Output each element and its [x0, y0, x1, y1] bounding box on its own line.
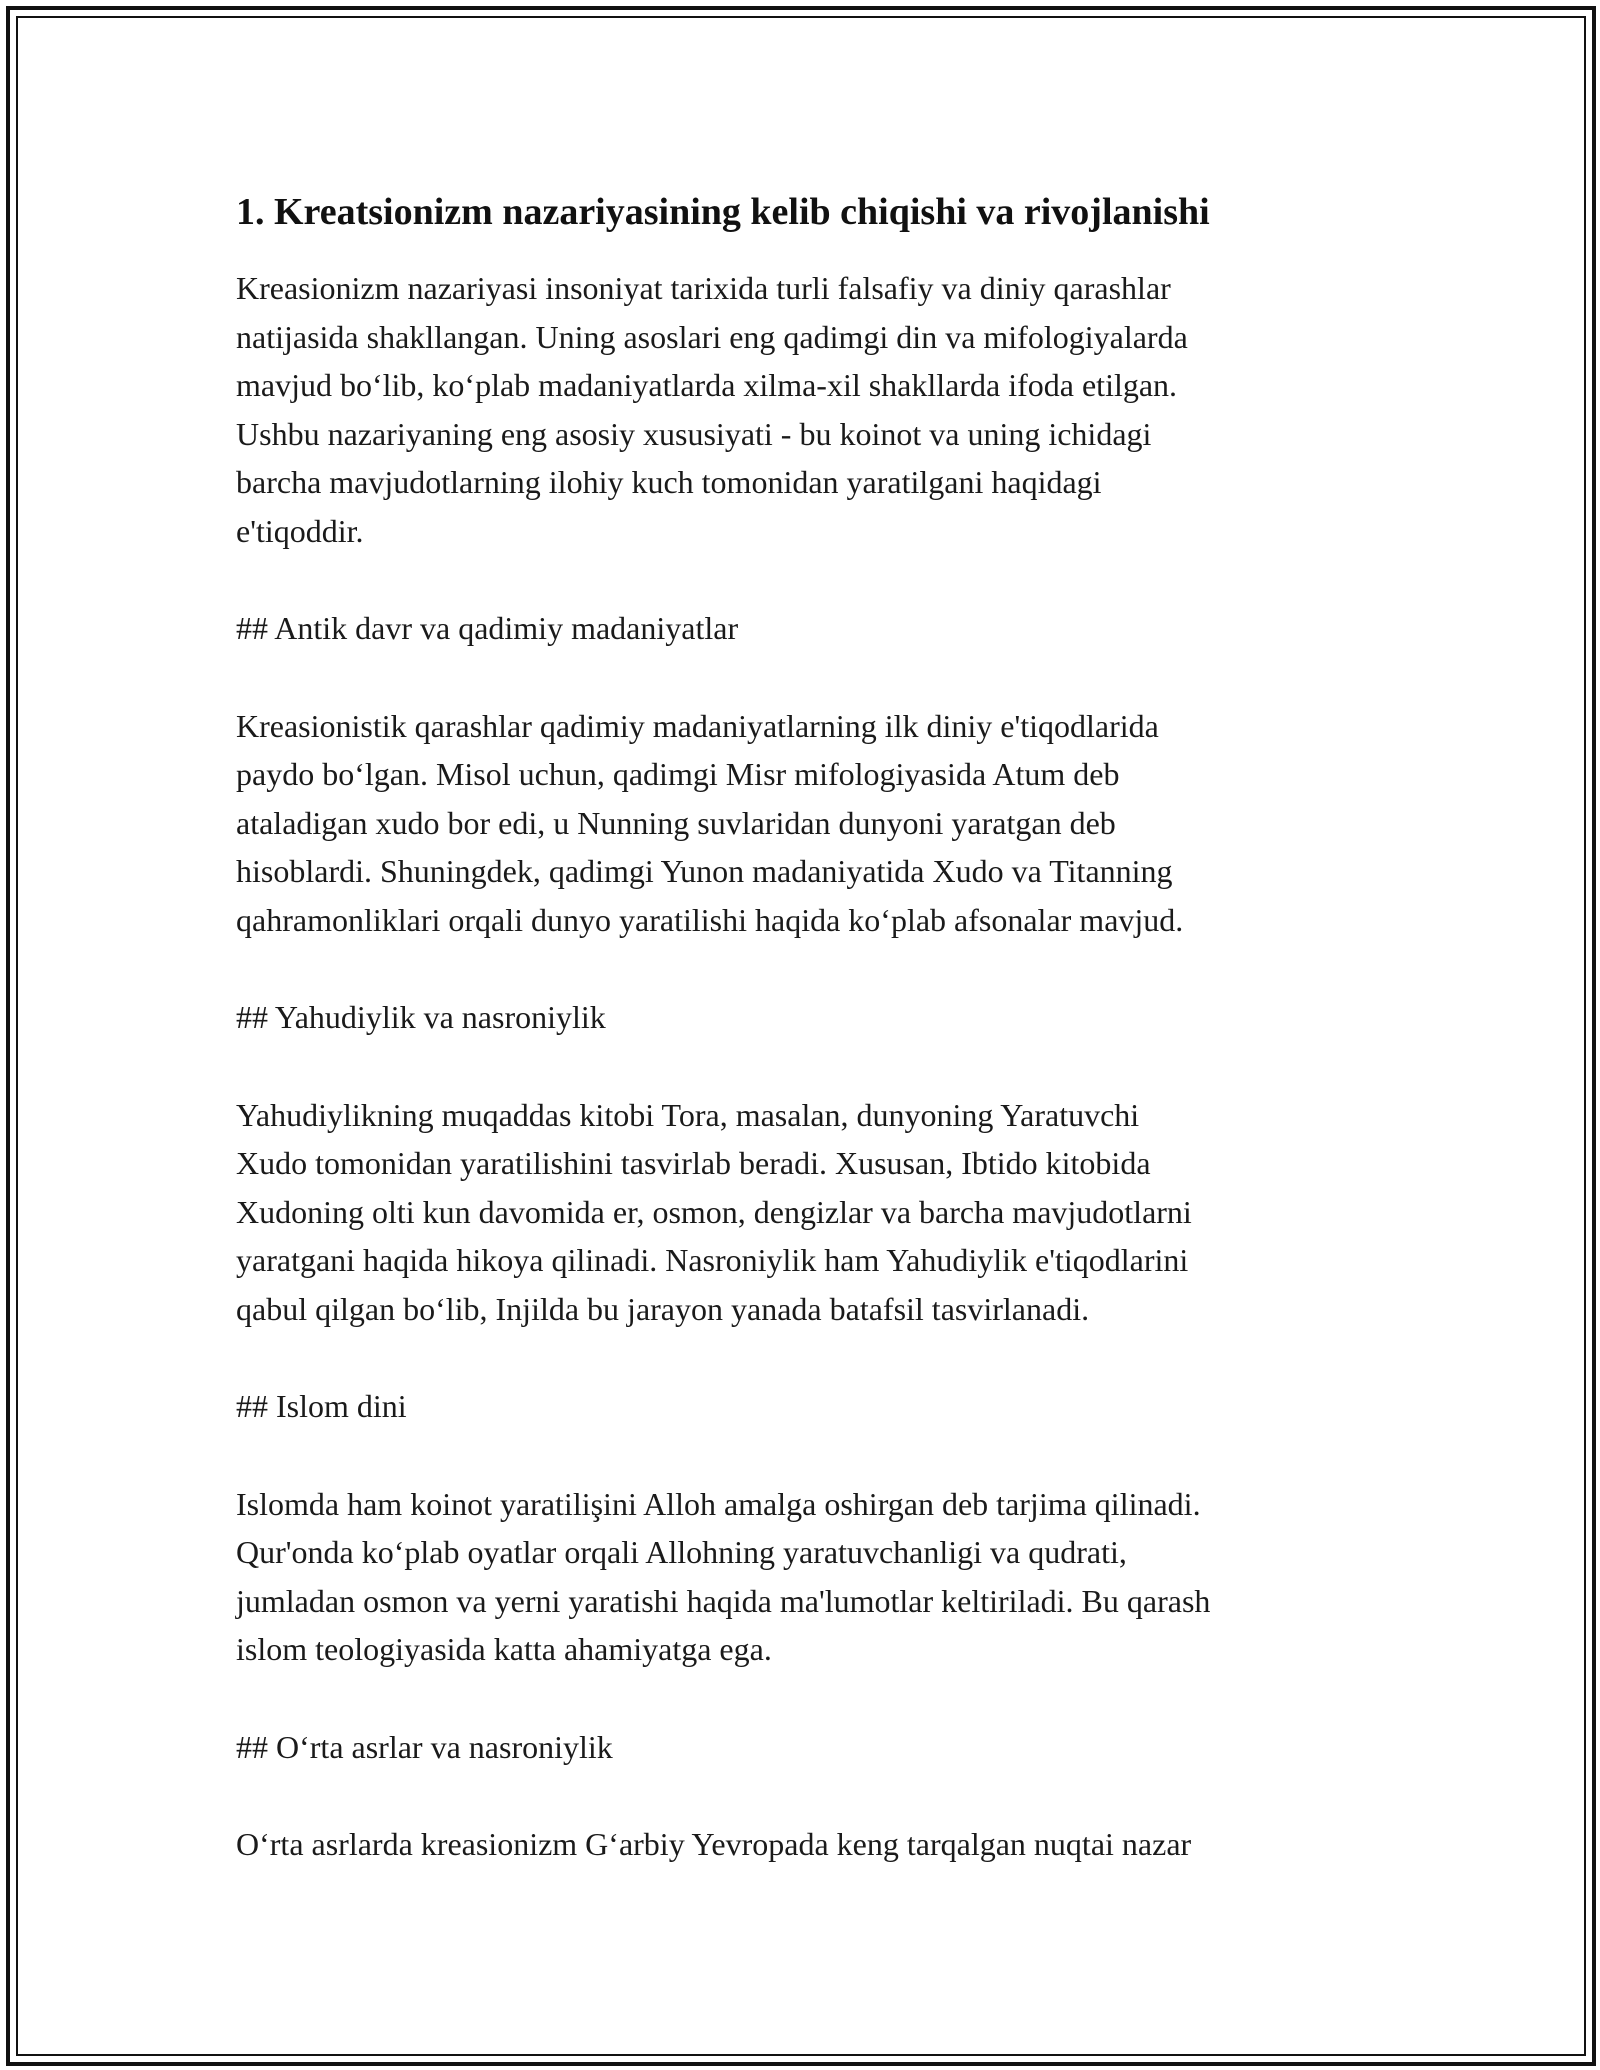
paragraph-line: qahramonliklari orqali dunyo yaratilishi haqida ko‘plab afsonalar mavjud.: [236, 901, 1184, 938]
paragraph-line: mavjud bo‘lib, ko‘plab madaniyatlarda xilma-xil shakllarda ifoda etilgan.: [236, 367, 1178, 403]
document-blocks: [236, 264, 1366, 1869]
paragraph-line: Xudoning olti kun davomida er, osmon, dengizlar va barcha mavjudotlarni: [236, 1193, 1192, 1230]
paragraph-line: e'tiqoddir.: [236, 512, 364, 549]
paragraph-line: Ushbu nazariyaning eng asosiy xususiyati - bu koinot va uning ichidagi: [236, 415, 1152, 452]
section-heading: ## O‘rta asrlar va nasroniylik: [236, 1728, 613, 1765]
paragraph-line: Kreasionistik qarashlar qadimiy madaniyatlarning ilk diniy e'tiqodlarida: [236, 707, 1159, 744]
paragraph-line: Xudo tomonidan yaratilishini tasvirlab beradi. Xususan, Ibtido kitobida: [236, 1145, 1151, 1181]
document-body: [236, 184, 1366, 1869]
section-heading: ## Islom dini: [236, 1388, 407, 1424]
paragraph-line: Islomda ham koinot yaratilişini Alloh amalga oshirgan deb tarjima qilinadi.: [236, 1485, 1201, 1522]
paragraph-line: Kreasionizm nazariyasi insoniyat tarixida turli falsafiy va diniy qarashlar: [236, 270, 1171, 306]
paragraph-line: barcha mavjudotlarning ilohiy kuch tomonidan yaratilgani haqidagi: [236, 464, 1102, 500]
paragraph-line: Yahudiylikning muqaddas kitobi Tora, masalan, dunyoning Yaratuvchi: [236, 1096, 1140, 1133]
paragraph-line: O‘rta asrlarda kreasionizm G‘arbiy Yevropada keng tarqalgan nuqtai nazar: [236, 1826, 1192, 1862]
document-title: 1. Kreatsionizm nazariyasining kelib chiqishi va rivojlanishi: [236, 191, 1210, 233]
paragraph-line: islom teologiyasida katta ahamiyatga ega.: [236, 1631, 772, 1667]
paragraph-line: qabul qilgan bo‘lib, Injilda bu jarayon yanada batafsil tasvirlanadi.: [236, 1290, 1090, 1327]
body-paragraph: [236, 1820, 1366, 1869]
paragraph-line: paydo bo‘lgan. Misol uchun, qadimgi Misr mifologiyasida Atum deb: [236, 756, 1120, 792]
paragraph-line: natijasida shakllangan. Uning asoslari eng qadimgi din va mifologiyalarda: [236, 318, 1188, 355]
body-paragraph: [236, 1480, 1366, 1674]
paragraph-line: ataladigan xudo bor edi, u Nunning suvlaridan dunyoni yaratgan deb: [236, 804, 1116, 841]
body-paragraph: [236, 264, 1366, 555]
paragraph-line: Qur'onda ko‘plab oyatlar orqali Allohning yaratuvchanligi va qudrati,: [236, 1534, 1127, 1570]
paragraph-line: hisoblardi. Shuningdek, qadimgi Yunon madaniyatida Xudo va Titanning: [236, 853, 1173, 889]
paragraph-line: yaratgani haqida hikoya qilinadi. Nasroniylik ham Yahudiylik e'tiqodlarini: [236, 1242, 1189, 1278]
body-paragraph: [236, 1091, 1366, 1334]
section-heading: ## Antik davr va qadimiy madaniyatlar: [236, 610, 739, 646]
section-heading: ## Yahudiylik va nasroniylik: [236, 999, 606, 1035]
paragraph-line: jumladan osmon va yerni yaratishi haqida ma'lumotlar keltiriladi. Bu qarash: [236, 1582, 1211, 1619]
body-paragraph: [236, 702, 1366, 945]
